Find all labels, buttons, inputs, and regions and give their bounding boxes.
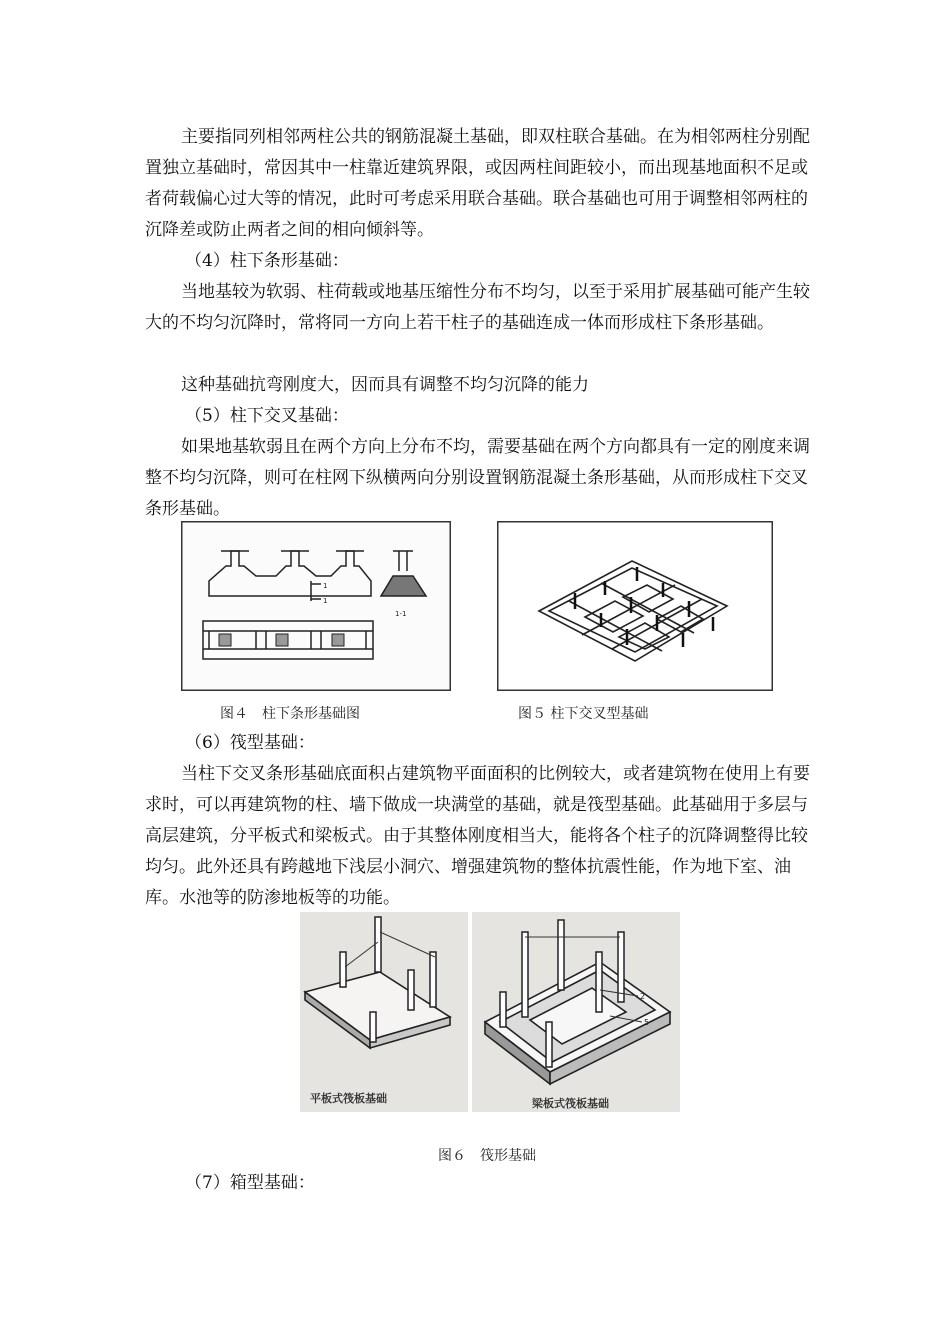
section-mark-a: 1 [323, 582, 328, 590]
paragraph-joint-foundation: 主要指同列相邻两柱公共的钢筋混凝土基础，即双柱联合基础。在为相邻两柱分别配置独立基础时，常因其中一柱靠近建筑界限，或因两柱间距较小，而出现基地面积不足或者荷载偏心过大等的情况，此时可考虑采用联合基础。联合基础也可用于调整相邻两柱的沉降差或防止两者之间的相向倾斜等。 [145, 127, 810, 240]
heading-raft-foundation: （6）筏型基础： [185, 733, 315, 753]
figure5-caption: 图５ 柱下交叉型基础 [518, 706, 649, 722]
paragraph-cross-foundation: 如果地基软弱且在两个方向上分布不均，需要基础在两个方向都具有一定的刚度来调整不均匀沉降，则可在柱网下纵横两向分别设置钢筋混凝土条形基础，从而形成柱下交叉条形基础。 [145, 437, 810, 519]
raft-foundation-drawing [300, 912, 680, 1112]
flat-slab-label: 平板式筏板基础 [310, 1092, 387, 1105]
section-label: 1-1 [395, 610, 407, 618]
strip-foundation-drawing [181, 521, 451, 691]
figure6-caption: 图６ 筏形基础 [438, 1148, 536, 1164]
cross-foundation-drawing [497, 521, 773, 691]
figure-raft-foundation [300, 912, 680, 1112]
paragraph-bending-stiffness: 这种基础抗弯刚度大，因而具有调整不均匀沉降的能力 [181, 375, 589, 395]
beam-slab-label: 梁板式筏板基础 [532, 1097, 609, 1110]
paragraph-raft-foundation: 当柱下交叉条形基础底面积占建筑物平面面积的比例较大，或者建筑物在使用上有要求时，可以再建筑物的柱、墙下做成一块满堂的基础，就是筏型基础。此基础用于多层与高层建筑，分平板式和梁板式。由于其整体刚度相当大，能将各个柱子的沉降调整得比较均匀。此外还具有跨越地下浅层小洞穴、增强建筑物的整体抗震性能，作为地下室、油库。水池等的防渗地板等的功能。 [145, 764, 810, 908]
figure-cross-foundation [497, 521, 773, 691]
callout-5: 5 [644, 1018, 650, 1027]
callout-2: 2 [640, 992, 646, 1001]
heading-box-foundation: （7）箱型基础： [185, 1173, 315, 1193]
heading-cross-foundation: （5）柱下交叉基础： [185, 406, 349, 426]
figure-strip-foundation [181, 521, 451, 691]
paragraph-strip-foundation: 当地基较为软弱、柱荷载或地基压缩性分布不均匀，以至于采用扩展基础可能产生较大的不均匀沉降时，常将同一方向上若干柱子的基础连成一体而形成柱下条形基础。 [145, 282, 810, 333]
figure4-caption: 图４ 柱下条形基础图 [220, 706, 360, 722]
section-mark-b: 1 [323, 597, 328, 605]
heading-strip-foundation: （4）柱下条形基础： [185, 251, 349, 271]
